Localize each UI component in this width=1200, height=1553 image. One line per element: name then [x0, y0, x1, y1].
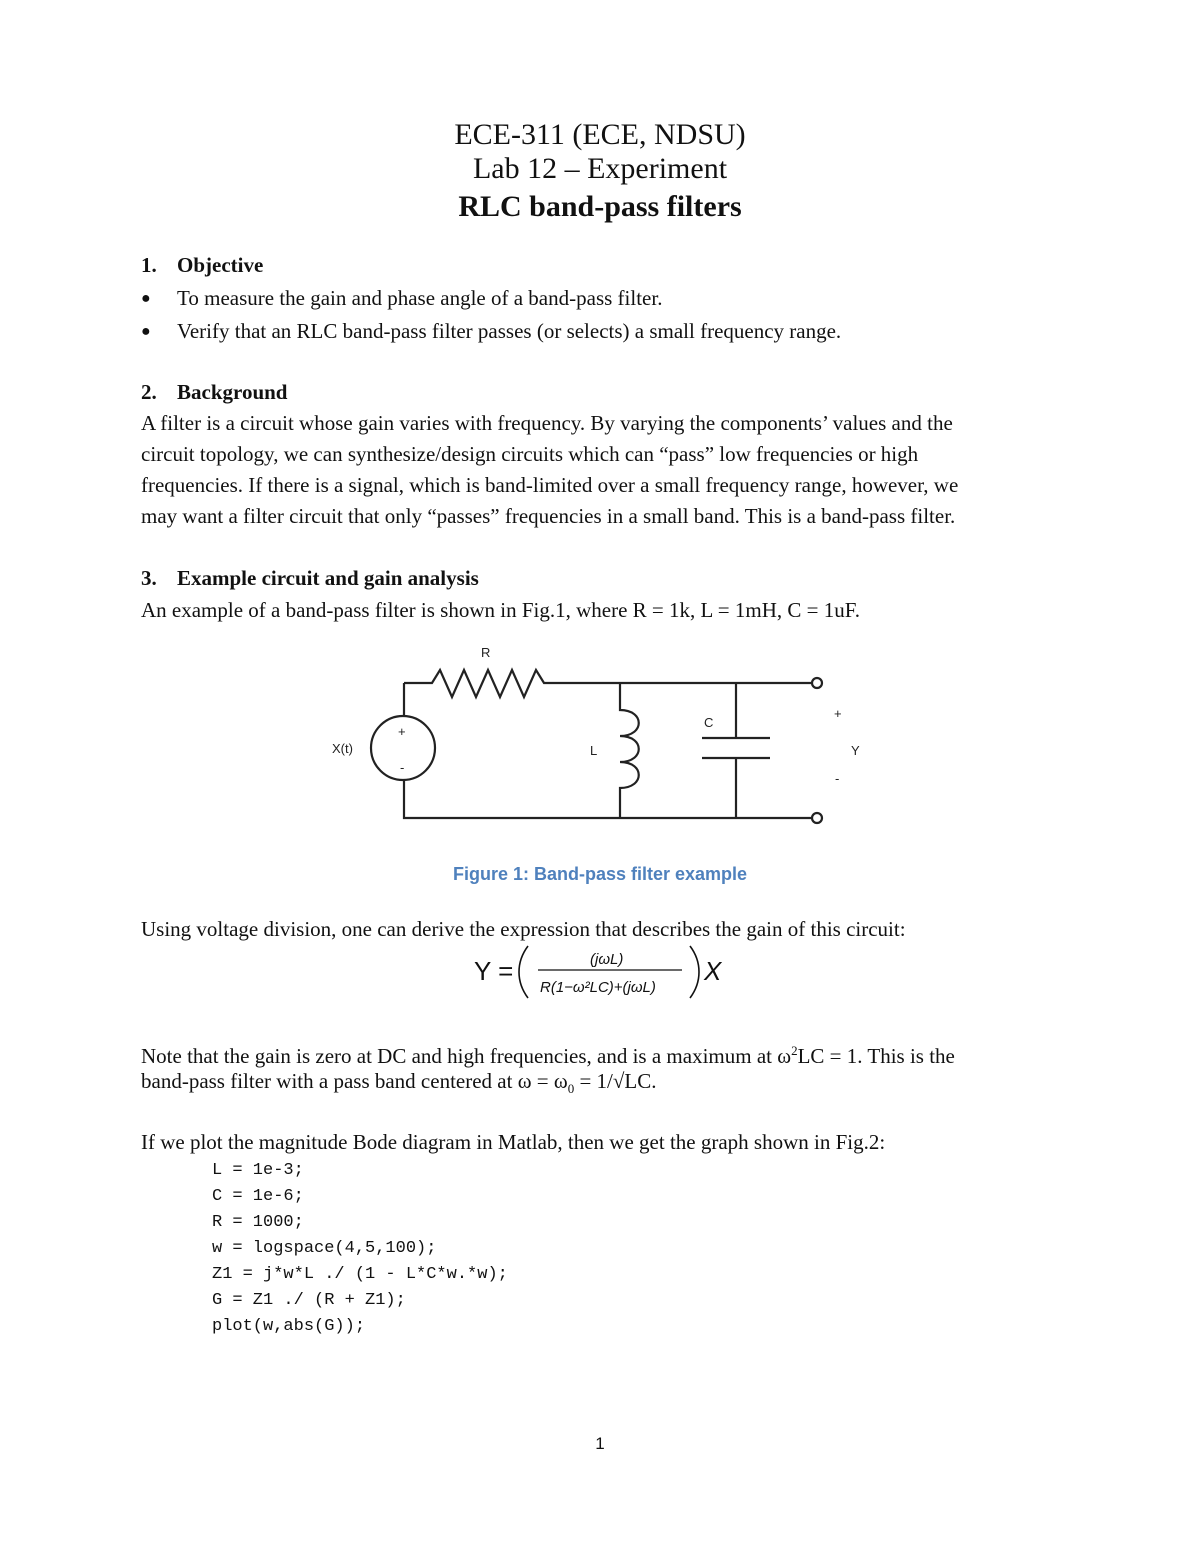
section-number: 3. — [141, 566, 157, 590]
equation-rhs: X — [704, 956, 722, 986]
paragraph-line: Using voltage division, one can derive the expression that describes the gain of this circuit: — [141, 917, 906, 941]
note-text: Note that the gain is zero at DC and high frequencies, and is a maximum at ω — [141, 1044, 792, 1068]
section-heading: Background — [177, 380, 288, 404]
bullet-text: To measure the gain and phase angle of a band-pass filter. — [177, 286, 663, 310]
code-line: w = logspace(4,5,100); — [212, 1239, 437, 1258]
resistor-label: R — [481, 645, 491, 660]
paragraph-line — [141, 1066, 656, 1104]
code-line: R = 1000; — [212, 1213, 304, 1232]
output-terminal-top — [812, 678, 822, 688]
page-number: 1 — [595, 1434, 605, 1453]
code-line: Z1 = j*w*L ./ (1 - L*C*w.*w); — [212, 1265, 508, 1284]
capacitor-label: C — [704, 715, 714, 730]
paragraph-line: circuit topology, we can synthesize/design circuits which can “pass” low frequencies or high — [141, 442, 919, 466]
section-number: 1. — [141, 253, 157, 277]
section-heading: Objective — [177, 253, 264, 277]
bullet-icon: ● — [141, 323, 151, 340]
document-title: RLC band-pass filters — [458, 190, 742, 223]
code-line: plot(w,abs(G)); — [212, 1317, 366, 1336]
left-paren — [519, 946, 528, 998]
note-text: band-pass filter with a pass band centered at ω = ω — [141, 1069, 568, 1093]
figure-caption: Figure 1: Band-pass filter example — [452, 864, 748, 884]
example-heading — [141, 563, 479, 594]
inductor-label: L — [590, 743, 598, 758]
objective-bullet — [141, 316, 841, 347]
bullet-icon: ● — [141, 290, 151, 307]
code-line: C = 1e-6; — [212, 1187, 304, 1206]
superscript: 2 — [791, 1043, 798, 1058]
source-label: X(t) — [332, 741, 353, 756]
capacitor — [702, 683, 770, 818]
section-heading: Example circuit and gain analysis — [177, 566, 479, 590]
inductor — [620, 683, 639, 818]
objective-heading — [141, 250, 263, 281]
equation-numerator: (jωL) — [590, 951, 624, 968]
equation-denominator: R(1−ω²LC)+(jωL) — [540, 979, 656, 996]
source-plus: + — [398, 724, 406, 739]
background-heading — [141, 377, 288, 408]
resistor — [404, 670, 812, 697]
course-title: ECE-311 (ECE, NDSU) — [454, 118, 746, 151]
subscript: 0 — [567, 1081, 575, 1097]
code-line: L = 1e-3; — [212, 1161, 304, 1180]
paragraph-line: An example of a band-pass filter is shown in Fig.1, where R = 1k, L = 1mH, C = 1uF. — [141, 598, 860, 622]
output-plus: + — [834, 706, 842, 721]
output-minus: - — [835, 771, 840, 786]
code-line: G = Z1 ./ (R + Z1); — [212, 1291, 406, 1310]
paragraph-line: If we plot the magnitude Bode diagram in Matlab, then we get the graph shown in Fig.2: — [141, 1130, 886, 1154]
gain-equation — [470, 940, 730, 1004]
circuit-diagram — [0, 640, 1200, 840]
output-terminal-bottom — [812, 813, 822, 823]
equation-lhs: Y = — [474, 956, 514, 986]
source-minus: - — [400, 760, 405, 775]
section-number: 2. — [141, 380, 157, 404]
right-paren — [690, 946, 699, 998]
note-text: LC = 1. This is the — [797, 1044, 955, 1068]
paragraph-line: A filter is a circuit whose gain varies with frequency. By varying the components’ values and the — [141, 411, 953, 435]
paragraph-line: may want a filter circuit that only “passes” frequencies in a small band. This is a band-pass filter. — [141, 504, 956, 528]
objective-bullet — [141, 283, 662, 314]
wire-left — [404, 683, 812, 818]
bullet-text: Verify that an RLC band-pass filter passes (or selects) a small frequency range. — [177, 319, 842, 343]
paragraph-line: frequencies. If there is a signal, which is band-limited over a small frequency range, however, we — [141, 473, 959, 497]
output-label: Y — [851, 743, 860, 758]
note-text: = 1/√LC. — [574, 1069, 657, 1093]
lab-title: Lab 12 – Experiment — [472, 152, 728, 185]
